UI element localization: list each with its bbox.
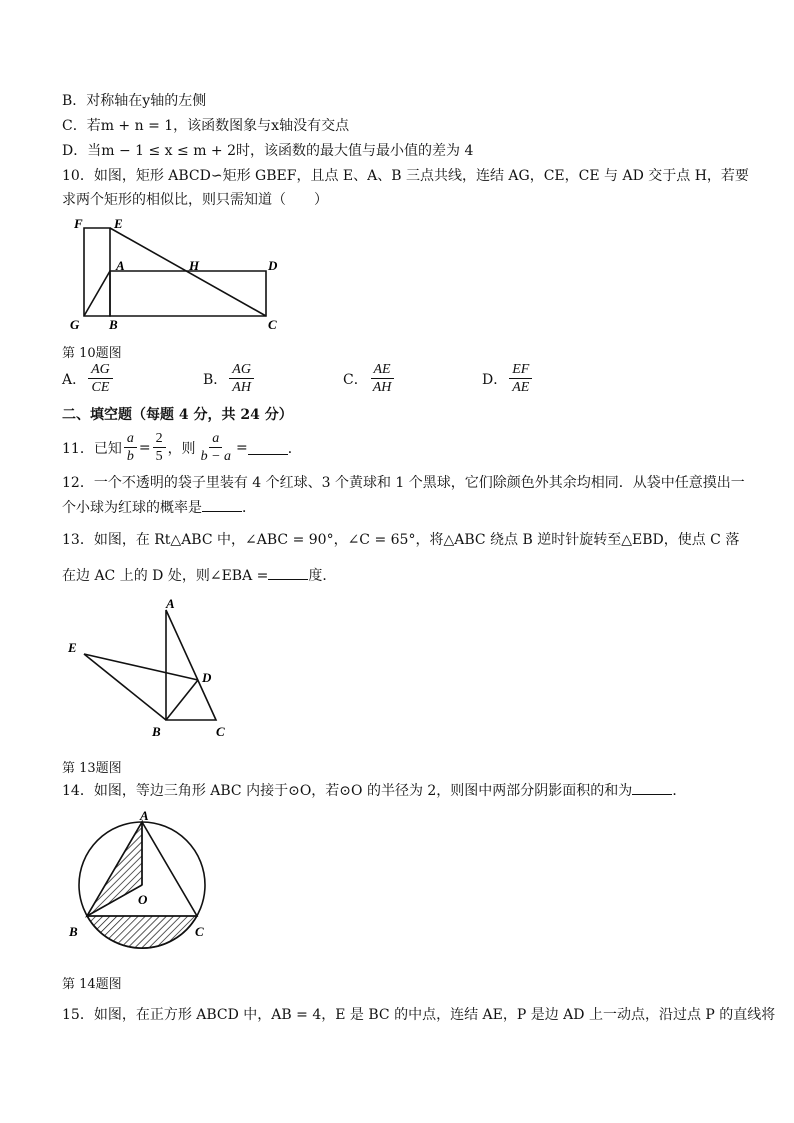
- q9-option-d: D．当m − 1 ≤ x ≤ m + 2时，该函数的最大值与最小值的差为 4: [62, 143, 474, 159]
- q12-text-line1: 12．一个不透明的袋子里装有 4 个红球、3 个黄球和 1 个黑球，它们除颜色外其余均相同．从袋中任意摸出一: [62, 475, 745, 491]
- q10-figure: [62, 212, 292, 337]
- label-b: B: [152, 724, 161, 739]
- q10-text-line1: 10．如图，矩形 ABCD∽矩形 GBEF，且点 E、A、B 三点共线，连结 AG，CE，CE 与 AD 交于点 H，若要: [62, 168, 749, 184]
- q14-answer-blank: [632, 780, 672, 795]
- q9-option-c: C．若m + n = 1，该函数图象与x轴没有交点: [62, 118, 350, 134]
- label-a: A: [140, 808, 149, 823]
- q13-text-line1: 13．如图，在 Rt△ABC 中，∠ABC = 90°，∠C = 65°，将△ABC 绕点 B 逆时针旋转至△EBD，使点 C 落: [62, 532, 740, 548]
- q10-option-b: B． $\frac{AG}{AH}$: [203, 361, 256, 396]
- label-g: G: [70, 317, 80, 332]
- q14-text-line1: 14．如图，等边三角形 ABC 内接于⊙O，若⊙O 的半径为 2，则图中两部分阴影面积的和为 ．: [62, 780, 686, 801]
- segment-ce: [110, 228, 266, 316]
- q14-figure: [62, 808, 222, 968]
- q13-text-line2: 在边 AC 上的 D 处，则∠EBA = 度．: [62, 565, 336, 586]
- q10-option-a: A． $\frac{AG}{CE}$: [62, 361, 115, 396]
- label-c: C: [216, 724, 225, 739]
- q9-option-b: B．对称轴在y轴的左侧: [62, 93, 207, 109]
- label-e: E: [114, 216, 123, 231]
- label-e: E: [68, 640, 77, 655]
- q12-text-line2: 个小球为红球的概率是 ．: [62, 497, 256, 518]
- q10-option-d: D． $\frac{EF}{AE}$: [482, 361, 534, 396]
- label-o: O: [138, 892, 148, 907]
- q10-option-c: C． $\frac{AE}{AH}$: [343, 361, 396, 396]
- rect-gbef: [84, 228, 110, 316]
- rect-abcd: [110, 271, 266, 316]
- q13-answer-blank: [268, 565, 308, 580]
- label-b: B: [69, 924, 78, 939]
- segment-bd: [166, 680, 198, 720]
- label-h: H: [189, 258, 200, 273]
- label-a: A: [166, 596, 175, 611]
- label-c: C: [195, 924, 204, 939]
- q11-answer-blank: [248, 440, 288, 455]
- label-a: A: [116, 258, 125, 273]
- label-c: C: [268, 317, 277, 332]
- label-b: B: [109, 317, 118, 332]
- q10-caption: 第 10题图: [62, 346, 122, 361]
- section-2-title: 二、填空题（每题 4 分，共 24 分）: [62, 407, 293, 423]
- label-d: D: [202, 670, 212, 685]
- triangle-abc: [166, 610, 216, 720]
- q11-text: 11．已知 $\frac{a}{b}$ = $\frac{2}{5}$ ，则 $\frac{a}{b - a}$ = ．: [62, 431, 302, 464]
- q14-caption: 第 14题图: [62, 977, 122, 992]
- q15-text-line1: 15．如图，在正方形 ABCD 中，AB = 4，E 是 BC 的中点，连结 AE，P 是边 AD 上一动点，沿过点 P 的直线将: [62, 1007, 776, 1023]
- segment-ag: [84, 271, 110, 316]
- q10-text-line2: 求两个矩形的相似比，则只需知道（ ）: [62, 192, 328, 208]
- q12-answer-blank: [202, 497, 242, 512]
- label-f: F: [74, 216, 83, 231]
- shaded-segment: [87, 916, 197, 948]
- q13-figure: [62, 594, 242, 744]
- q13-caption: 第 13题图: [62, 761, 122, 776]
- label-d: D: [268, 258, 278, 273]
